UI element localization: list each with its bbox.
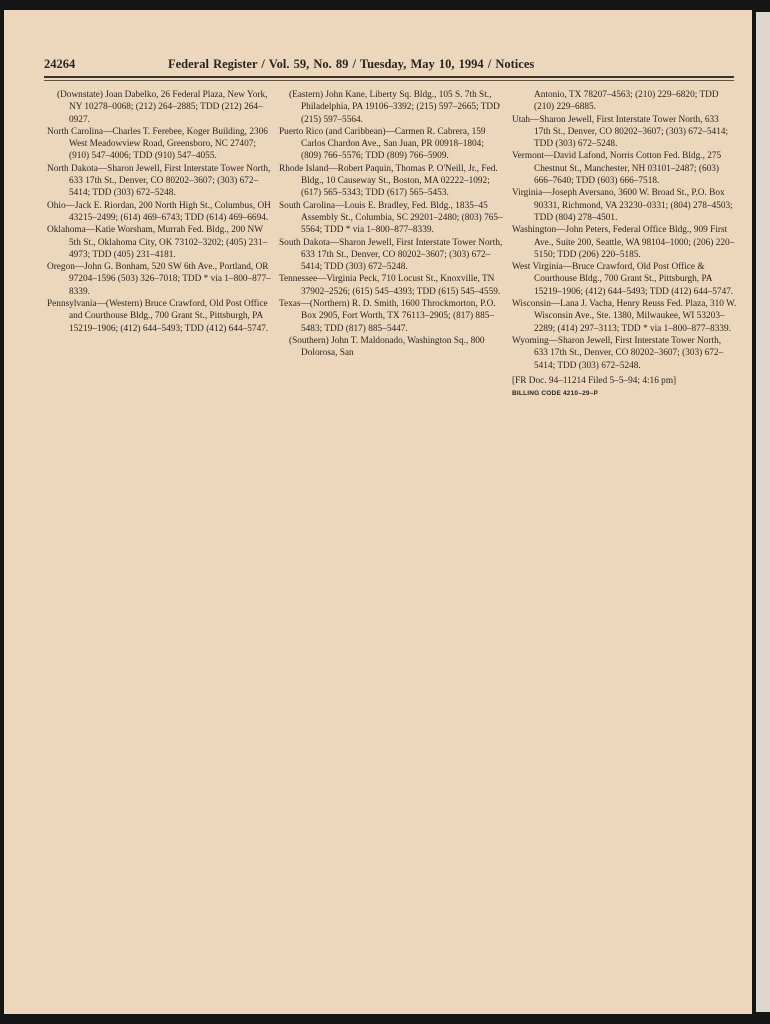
listing-entry: Rhode Island—Robert Paquin, Thomas P. O'Neill, Jr., Fed. Bldg., 10 Causeway St., Boston, MA 02222–1092; (617) 565–5343; TDD (617) 565–5453. xyxy=(279,163,498,199)
listing-entry: Tennessee—Virginia Peck, 710 Locust St., Knoxville, TN 37902–2526; (615) 545–4393; TDD (615) 545–4559. xyxy=(279,274,501,297)
listing-entry: Wisconsin—Lana J. Vacha, Henry Reuss Fed. Plaza, 310 W. Wisconsin Ave., Ste. 1380, Milwaukee, WI 53203–2289; (414) 297–3113; TDD * via 1–800–877–8339. xyxy=(512,299,737,334)
page-number: 24264 xyxy=(44,57,76,71)
listing-entry: Puerto Rico (and Caribbean)—Carmen R. Cabrera, 159 Carlos Chardon Ave., San Juan, PR 00918–1804; (809) 766–5576; TDD (809) 766–5909. xyxy=(279,126,486,162)
listing-entry: Vermont—David Lafond, Norris Cotton Fed. Bldg., 275 Chestnut St., Manchester, NH 03101–2487; (603) 666–7640; TDD (603) 666–7518. xyxy=(512,151,722,187)
publication-title: Federal Register / Vol. 59, No. 89 / Tuesday, May 10, 1994 / Notices xyxy=(168,57,535,71)
listing-entry: Wyoming—Sharon Jewell, First Interstate Tower North, 633 17th St., Denver, CO 80202–3607; (303) 672–5414; TDD (303) 672–5248. xyxy=(512,335,724,371)
header-rule xyxy=(44,76,734,78)
listing-entry: South Dakota—Sharon Jewell, First Interstate Tower North, 633 17th St., Denver, CO 80202–3607; (303) 672–5414; TDD (303) 672–5248. xyxy=(279,237,503,273)
listing-entry: Oregon—John G. Bonham, 520 SW 6th Ave., Portland, OR 97204–1596 (503) 326–7018; TDD * via 1–800–877–8339. xyxy=(47,262,271,297)
listing-entry: South Carolina—Louis E. Bradley, Fed. Bldg., 1835–45 Assembly St., Columbia, SC 29201–2480; (803) 765–5564; TDD * via 1–800–877–8339. xyxy=(279,200,503,236)
listing-entry: West Virginia—Bruce Crawford, Old Post Office & Courthouse Bldg., 700 Grant St., Pittsburgh, PA 15219–1906; (412) 644–5493; TDD (412) 644–5747. xyxy=(512,262,734,297)
listing-entry: Virginia—Joseph Aversano, 3600 W. Broad St., P.O. Box 90331, Richmond, VA 23230–0331; (804) 278–4503; TDD (804) 278–4501. xyxy=(512,188,733,223)
listing-entry: North Dakota—Sharon Jewell, First Interstate Tower North, 633 17th St., Denver, CO 80202–3607; (303) 672–5414; TDD (303) 672–5248. xyxy=(47,163,271,199)
listing-entry: (Southern) John T. Maldonado, Washington Sq., 800 Dolorosa, San xyxy=(289,335,485,359)
listing-entry: Ohio—Jack E. Riordan, 200 North High St., Columbus, OH 43215–2499; (614) 469–6743; TDD (614) 469–6694. xyxy=(47,200,271,223)
listing-entry: North Carolina—Charles T. Ferebee, Koger Building, 2306 West Meadowview Road, Greensboro, NC 27407; (910) 547–4006; TDD (910) 547–4055. xyxy=(47,126,268,162)
listing-entry: Utah—Sharon Jewell, First Interstate Tower North, 633 17th St., Denver, CO 80202–3607; (303) 672–5414; TDD (303) 672–5248. xyxy=(512,114,729,150)
listing-entry: (Eastern) John Kane, Liberty Sq. Bldg., 105 S. 7th St., Philadelphia, PA 19106–3392; (215) 597–2665; TDD (215) 597–5564. xyxy=(289,90,500,125)
listing-entry: (Downstate) Joan Dabelko, 26 Federal Plaza, New York, NY 10278–0068; (212) 264–2885; TDD (212) 264–0927. xyxy=(57,90,268,125)
column-3-entries xyxy=(512,89,737,372)
listing-entry: Texas—(Northern) R. D. Smith, 1600 Throckmorton, P.O. Box 2905, Fort Worth, TX 76113–2905; (817) 885–5483; TDD (817) 885–5447. xyxy=(279,299,496,334)
listing-entry: Washington—John Peters, Federal Office Bldg., 909 First Ave., Suite 200, Seattle, WA 98104–1000; (206) 220–5150; TDD (206) 220–5185. xyxy=(512,225,735,260)
billing-code: BILLING CODE 4210–29–P xyxy=(512,390,599,398)
listing-entry: Antonio, TX 78207–4563; (210) 229–6820; TDD (210) 229–6885. xyxy=(534,90,719,113)
text-column-1 xyxy=(47,89,272,335)
text-column-3 xyxy=(512,89,737,400)
document-page xyxy=(4,10,752,1014)
text-column-2 xyxy=(279,89,504,360)
header-rule-thin xyxy=(44,80,734,81)
listing-entry: Oklahoma—Katie Worsham, Murrah Fed. Bldg., 200 NW 5th St., Oklahoma City, OK 73102–3202; (405) 231–4973; TDD (405) 231–4181. xyxy=(47,225,268,260)
adjacent-page-edge xyxy=(756,12,770,1012)
listing-entry: Pennsylvania—(Western) Bruce Crawford, Old Post Office and Courthouse Bldg., 700 Grant St., Pittsburgh, PA 15219–1906; (412) 644–5493; TDD (412) 644–5747. xyxy=(47,299,269,334)
fr-doc-line: [FR Doc. 94–11214 Filed 5–5–94; 4:16 pm] xyxy=(512,375,677,386)
